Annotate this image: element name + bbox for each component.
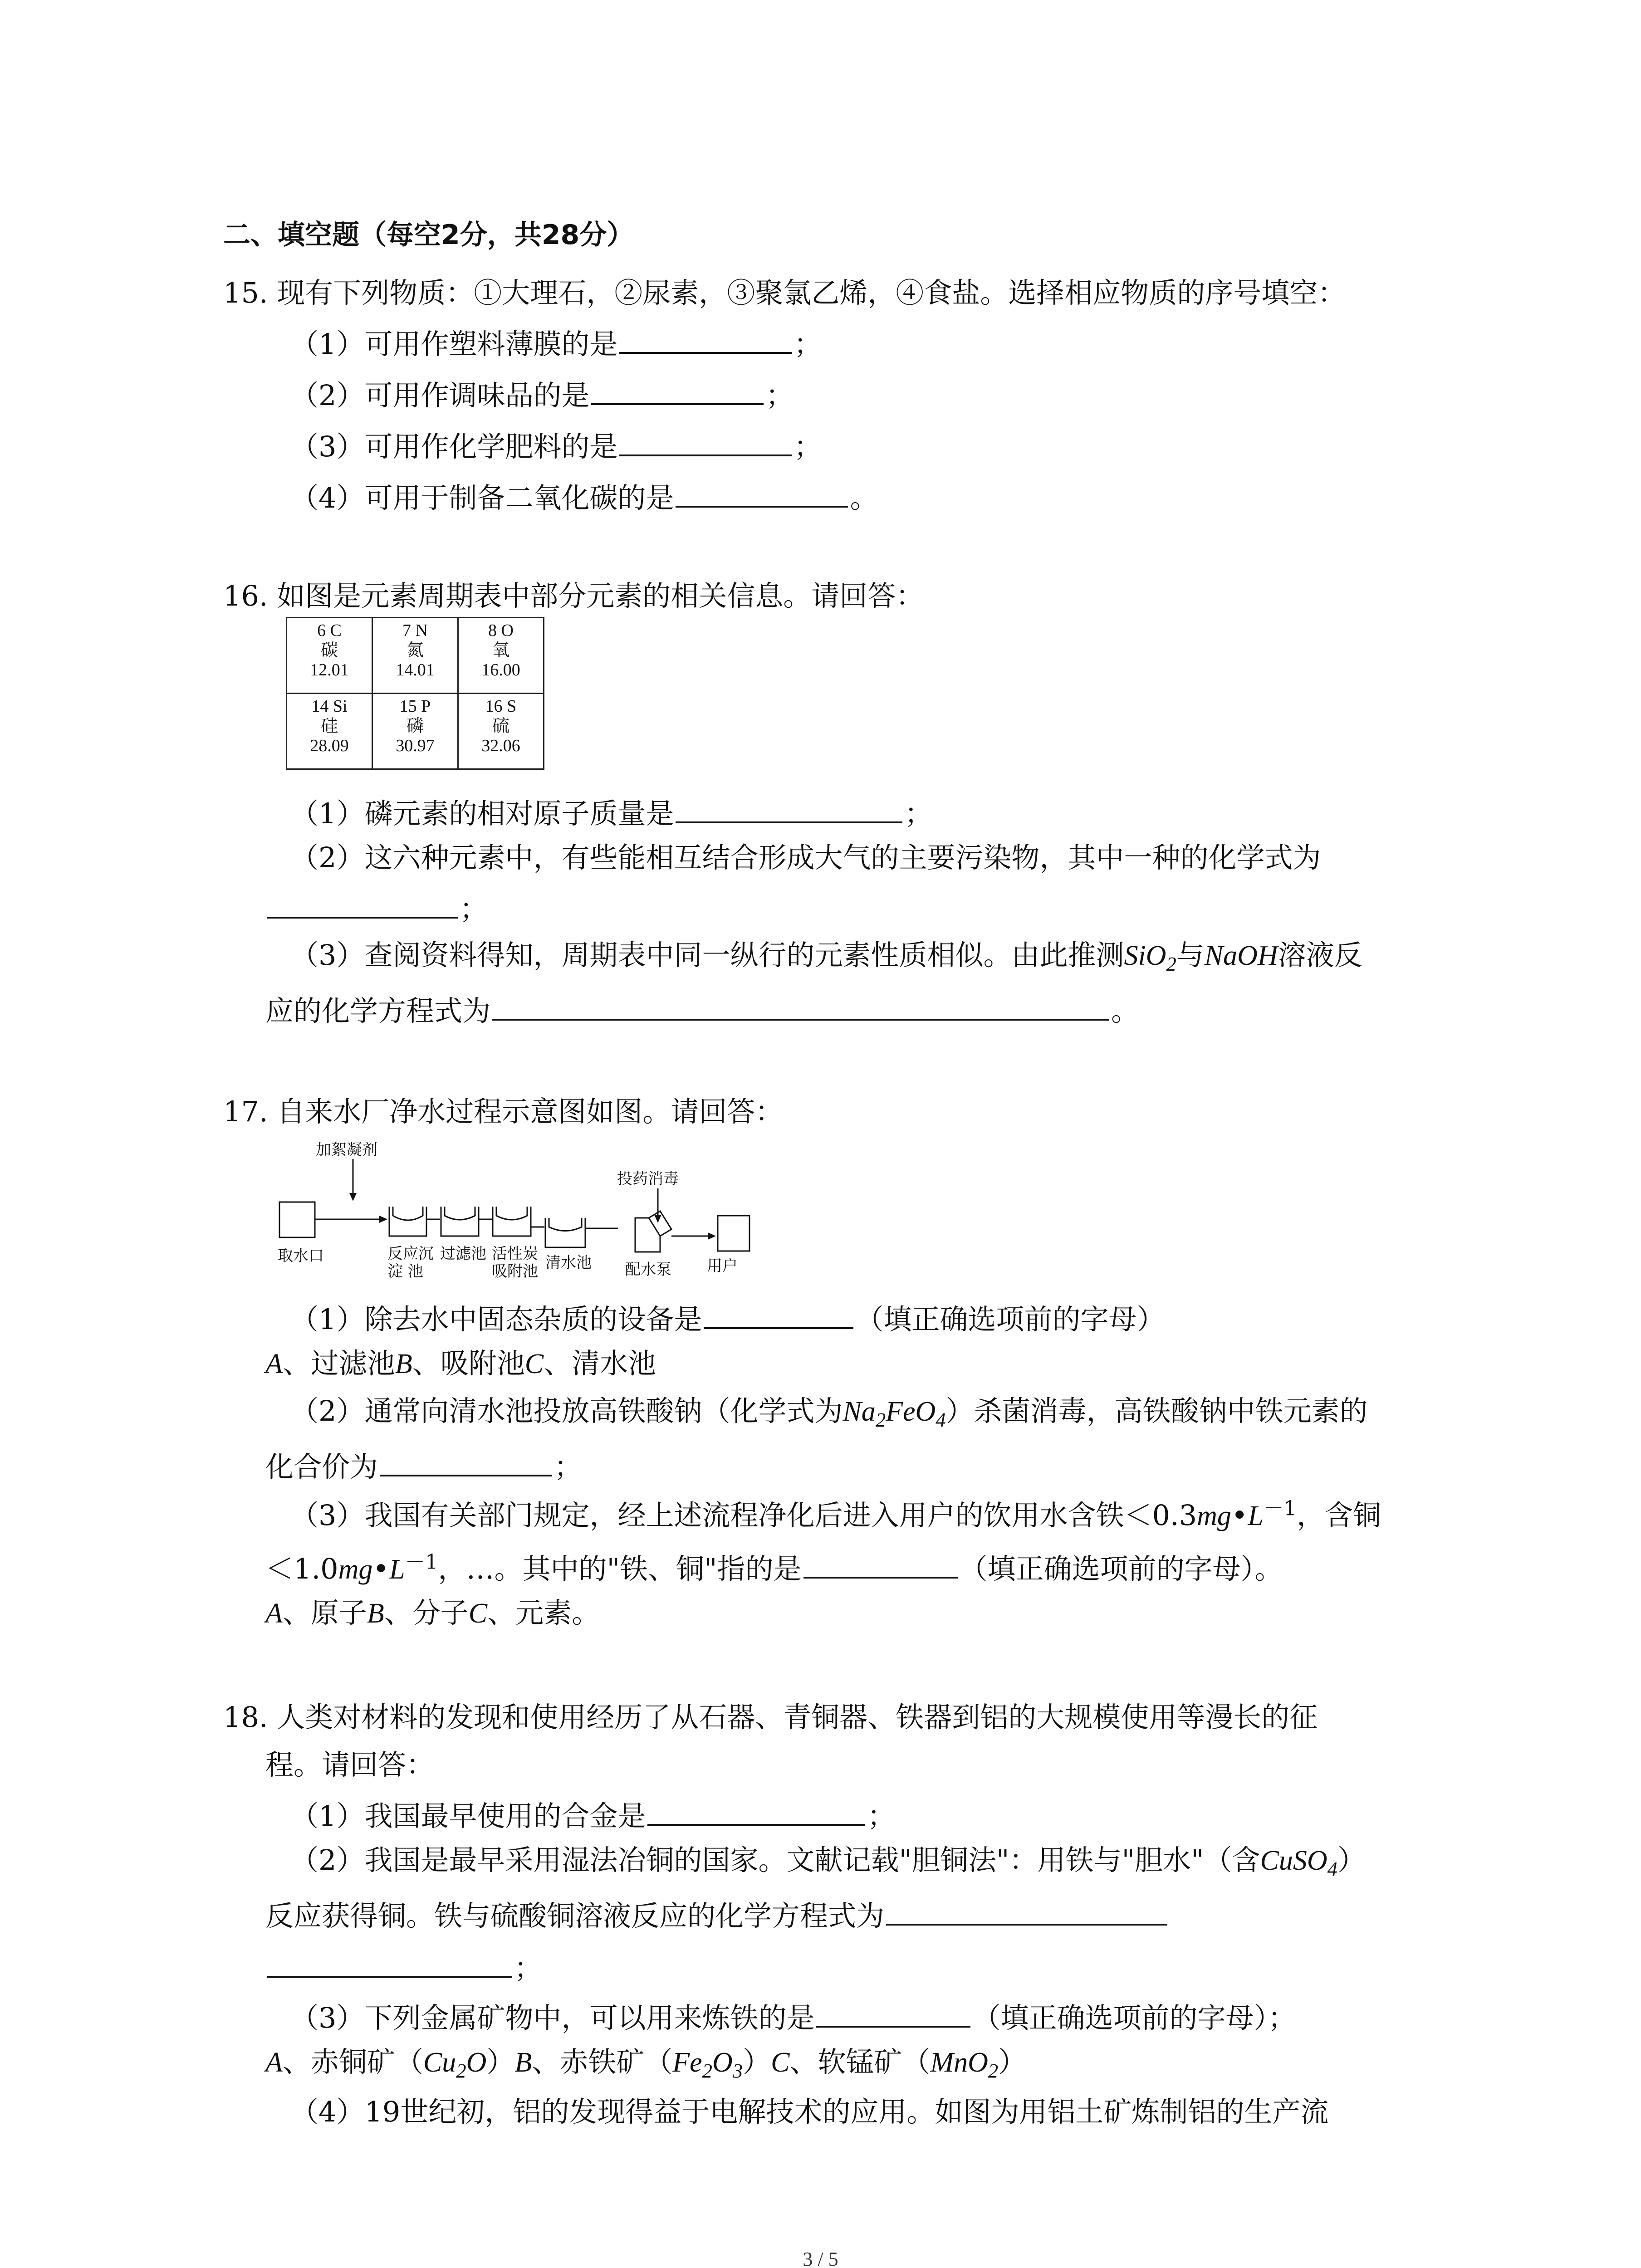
answer-blank[interactable] [492, 993, 1109, 1021]
q16-part3-line2: 应的化学方程式为 。 [265, 994, 1140, 1027]
water-treatment-flow-diagram [277, 1139, 835, 1290]
q17-part1: （1）除去水中固态杂质的设备是 （填正确选项前的字母） [290, 1303, 1165, 1336]
q18-part2-line3: ； [265, 1950, 542, 1982]
intake-box [279, 1202, 315, 1237]
label-add-coagulant: 加絮凝剂 [316, 1141, 377, 1159]
element-cell-c: 6 C 碳 12.01 [287, 618, 372, 694]
q17-part2-line2: 化合价为 ； [265, 1450, 583, 1483]
label-pump: 配水泵 [625, 1261, 671, 1279]
label-reaction-2: 淀 池 [387, 1262, 423, 1281]
answer-blank[interactable] [619, 429, 792, 456]
section-heading: 二、填空题（每空2分，共28分） [223, 219, 634, 251]
q18-stem-line2: 程。请回答： [265, 1748, 435, 1781]
user-box [718, 1216, 749, 1251]
answer-blank[interactable] [676, 480, 848, 508]
element-cell-s: 16 S 硫 32.06 [458, 694, 544, 769]
label-intake: 取水口 [278, 1247, 324, 1265]
q17-part1-options: A、过滤池B、吸附池C、清水池 [265, 1347, 656, 1380]
element-cell-n: 7 N 氮 14.01 [372, 618, 458, 694]
q15-stem: 15. 现有下列物质：①大理石，②尿素，③聚氯乙烯，④食盐。选择相应物质的序号填空： [223, 276, 1346, 309]
answer-blank[interactable] [380, 1449, 552, 1476]
q17-stem: 17. 自来水厂净水过程示意图如图。请回答： [223, 1095, 784, 1128]
q16-part2-answer: ； [265, 891, 488, 923]
answer-blank[interactable] [647, 1799, 865, 1826]
q15-part1: （1）可用作塑料薄膜的是 ； [290, 327, 822, 361]
q16-stem: 16. 如图是元素周期表中部分元素的相关信息。请回答： [223, 579, 924, 612]
label-carbon-2: 吸附池 [492, 1262, 538, 1281]
q18-part4: （4）19世纪初，铝的发现得益于电解技术的应用。如图为用铝土矿炼制铝的生产流 [290, 2095, 1329, 2128]
q15-part4: （4）可用于制备二氧化碳的是 。 [290, 481, 878, 514]
q16-part1: （1）磷元素的相对原子质量是 ； [290, 797, 933, 830]
q15-part2: （2）可用作调味品的是 ； [290, 379, 794, 412]
q18-part1: （1）我国最早使用的合金是 ； [290, 1799, 896, 1833]
answer-blank[interactable] [267, 1950, 512, 1978]
q17-part3-line1: （3）我国有关部门规定，经上述流程净化后进入用户的饮用水含铁$<0.3mg•L^{-1}$，含铜 [290, 1496, 1381, 1532]
label-carbon-1: 活性炭 [492, 1245, 538, 1263]
q16-part2: （2）这六种元素中，有些能相互结合形成大气的主要污染物，其中一种的化学式为 [290, 841, 1321, 874]
element-cell-si: 14 Si 硅 28.09 [287, 694, 372, 769]
q17-part2-line1: （2）通常向清水池投放高铁酸钠（化学式为$Na_2FeO_4$）杀菌消毒，高铁酸钠中铁元素的 [290, 1394, 1368, 1432]
label-add-disinfectant: 投药消毒 [617, 1170, 679, 1188]
q18-stem-line1: 18. 人类对材料的发现和使用经历了从石器、青铜器、铁器到铝的大规模使用等漫长的征 [223, 1701, 1318, 1734]
answer-blank[interactable] [886, 1898, 1167, 1926]
pump-shape [635, 1218, 660, 1252]
q17-part3-line2: $<1.0mg•L^{-1}$，…。其中的"铁、铜"指的是 （填正确选项前的字母）。 [265, 1550, 1283, 1585]
page-number: 3 / 5 [803, 2248, 838, 2268]
answer-blank[interactable] [803, 1551, 958, 1579]
label-filter: 过滤池 [440, 1245, 486, 1263]
answer-blank[interactable] [704, 1302, 853, 1329]
label-reaction-1: 反应沉 [387, 1245, 434, 1263]
q17-part3-options: A、原子B、分子C、元素。 [265, 1596, 600, 1629]
q18-part3: （3）下列金属矿物中，可以用来炼铁的是 （填正确选项前的字母）； [290, 2001, 1296, 2034]
answer-blank[interactable] [816, 2000, 970, 2028]
q18-part2-line2: 反应获得铜。铁与硫酸铜溶液反应的化学方程式为 [265, 1898, 1169, 1930]
q16-part3-line1: （3）查阅资料得知，周期表中同一纵行的元素性质相似。由此推测SiO$_2$与NaOH溶液反 [290, 938, 1362, 976]
answer-blank[interactable] [676, 796, 902, 823]
q15-part3: （3）可用作化学肥料的是 ； [290, 430, 822, 463]
element-cell-o: 8 O 氧 16.00 [458, 618, 544, 694]
q18-part2-line1: （2）我国是最早采用湿法冶铜的国家。文献记载"胆铜法"：用铁与"胆水"（含CuSO$_4$） [290, 1843, 1366, 1881]
element-cell-p: 15 P 磷 30.97 [372, 694, 458, 769]
answer-blank[interactable] [267, 891, 458, 919]
q18-part3-options: A、赤铜矿$(Cu_2O)B$、赤铁矿$(Fe_2O_3)C$、软锰矿（MnO$_2$） [265, 2045, 1027, 2082]
answer-blank[interactable] [591, 378, 764, 405]
periodic-table-excerpt [286, 617, 544, 770]
label-user: 用户 [707, 1257, 738, 1275]
label-clear-water: 清水池 [545, 1254, 592, 1272]
answer-blank[interactable] [619, 327, 792, 354]
